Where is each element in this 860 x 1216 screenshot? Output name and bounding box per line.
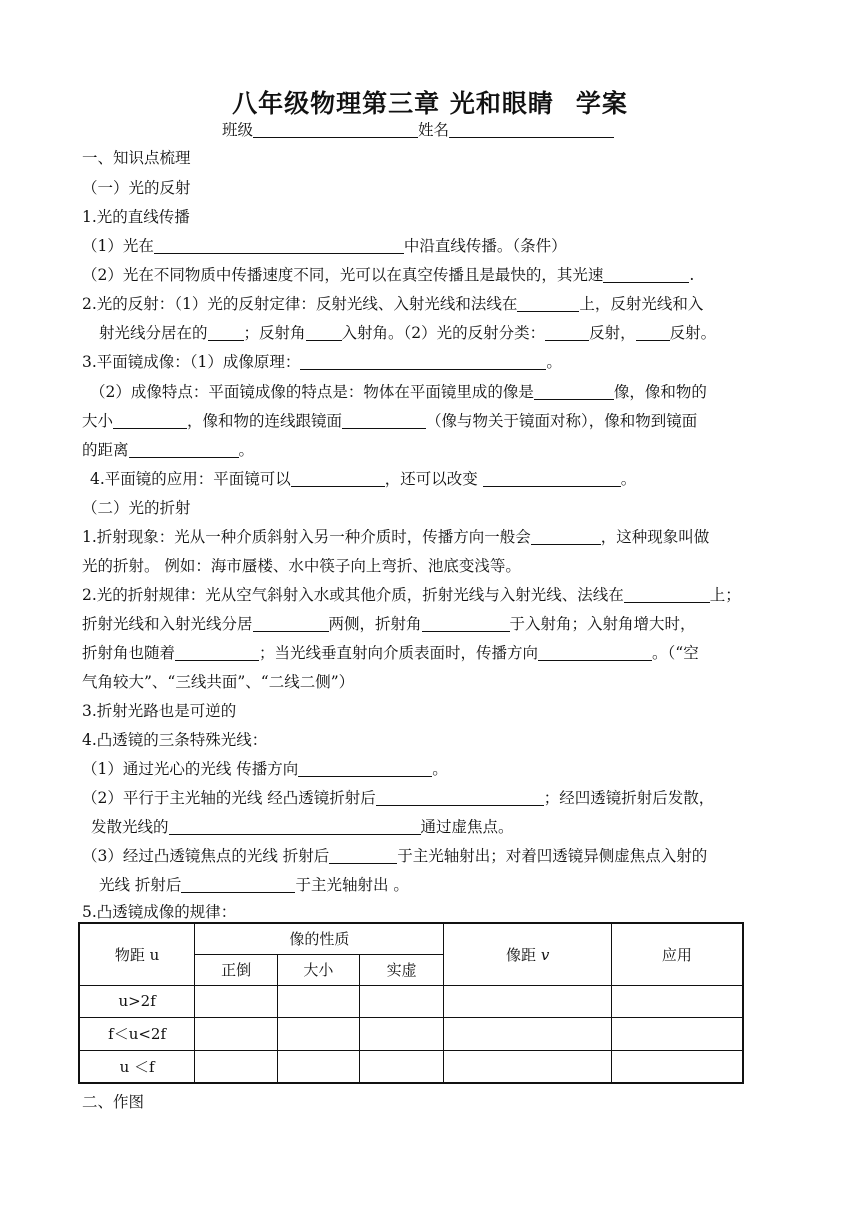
answer-blank[interactable] [181, 874, 295, 893]
row-condition: u>2f [79, 985, 195, 1017]
item-3-line-2 [90, 380, 707, 404]
text: 反射， [589, 324, 636, 342]
table-cell[interactable] [359, 1017, 444, 1050]
answer-blank[interactable] [545, 322, 589, 341]
header-real-virtual: 实虚 [359, 954, 444, 985]
text: ；反射角 [243, 324, 306, 342]
answer-blank[interactable] [306, 322, 342, 341]
text: 中沿直线传播。（条件） [403, 237, 567, 255]
lens-imaging-table [78, 922, 744, 1084]
image-distance-var: v [540, 945, 550, 964]
answer-blank[interactable] [531, 526, 601, 545]
subsection-reflection: （一）光的反射 [82, 179, 191, 197]
text: 。（“空 [652, 644, 699, 662]
table-cell[interactable] [444, 1050, 611, 1083]
table-cell[interactable] [444, 985, 611, 1017]
text: （2）光在不同物质中传播速度不同，光可以在真空传播且是最快的，其光速 [82, 266, 604, 284]
table-cell[interactable] [444, 1017, 611, 1050]
table-cell[interactable] [611, 1017, 743, 1050]
refraction-item-2-line-2 [82, 612, 696, 636]
answer-blank[interactable] [538, 642, 652, 661]
text: 入射角。（2）光的反射分类： [341, 324, 546, 342]
text: 1.折射现象：光从一种介质斜射入另一种介质时，传播方向一般会 [82, 528, 531, 546]
header-image-distance [444, 923, 611, 985]
title-suffix: 学案 [575, 89, 628, 118]
image-distance-label: 像距 [506, 945, 537, 964]
text: ；经凹透镜折射后发散， [543, 789, 715, 807]
answer-blank[interactable] [483, 468, 621, 487]
text: 上，反射光线和入 [579, 295, 704, 313]
refraction-item-3: 3.折射光路也是可逆的 [82, 702, 237, 720]
item-3-line-1 [82, 350, 562, 374]
text: （3）经过凸透镜焦点的光线 折射后 [82, 847, 330, 865]
table-cell[interactable] [359, 985, 444, 1017]
text: 上； [709, 586, 741, 604]
table-cell[interactable] [359, 1050, 444, 1083]
answer-blank[interactable] [169, 816, 421, 835]
text: 4.平面镜的应用：平面镜可以 [90, 470, 291, 488]
name-label: 姓名 [418, 121, 450, 139]
refraction-item-2-line-3 [82, 641, 699, 665]
table-cell[interactable] [277, 1050, 359, 1083]
text: ，像和物的连线跟镜面 [187, 412, 343, 430]
answer-blank[interactable] [603, 264, 689, 283]
item-3-line-4 [82, 438, 254, 462]
answer-blank[interactable] [422, 613, 510, 632]
text: 两侧，折射角 [328, 615, 422, 633]
section-2-heading: 二、作图 [82, 1093, 145, 1111]
table-header-row [79, 923, 743, 954]
text: 。 [546, 353, 562, 371]
item-1-heading: 1.光的直线传播 [82, 208, 190, 226]
table-row [79, 985, 743, 1017]
text: 。 [238, 441, 255, 459]
text: 光线 折射后 [99, 876, 182, 894]
lens-ray-2-line-1 [82, 786, 714, 810]
text: 大小 [82, 412, 114, 430]
answer-blank[interactable] [291, 468, 385, 487]
answer-blank[interactable] [636, 322, 670, 341]
title-text: 八年级物理第三章 光和眼睛 [232, 89, 554, 118]
lens-ray-3-line-2 [99, 873, 409, 897]
item-4 [90, 467, 636, 491]
row-condition: u ＜f [79, 1050, 195, 1083]
text: 于入射角；入射角增大时， [509, 615, 696, 633]
item-3-line-3 [82, 409, 697, 433]
table-row [79, 1050, 743, 1083]
table-cell[interactable] [195, 1017, 278, 1050]
text: （1）通过光心的光线 传播方向 [82, 760, 299, 778]
text: （2）平行于主光轴的光线 经凸透镜折射后 [82, 789, 376, 807]
answer-blank[interactable] [208, 322, 244, 341]
answer-blank[interactable] [517, 293, 579, 312]
text: 射光线分居在的 [99, 324, 208, 342]
class-blank[interactable] [253, 119, 418, 138]
answer-blank[interactable] [175, 642, 259, 661]
refraction-item-2-line-4: 气角较大”、“三线共面”、“二线二侧”） [82, 673, 355, 691]
class-label: 班级 [222, 121, 254, 139]
class-name-line [222, 118, 614, 142]
text: 反射。 [669, 324, 717, 342]
item-2-line-2 [99, 321, 716, 345]
item-2-line-1 [82, 292, 703, 316]
lens-ray-3-line-1 [82, 844, 707, 868]
text: 折射光线和入射光线分居 [82, 615, 253, 633]
text: 。 [432, 760, 448, 778]
text: 发散光线的 [91, 818, 169, 836]
answer-blank[interactable] [342, 410, 426, 429]
answer-blank[interactable] [113, 410, 187, 429]
text: 的距离 [82, 441, 129, 459]
refraction-item-2-line-1 [82, 583, 741, 607]
text: 2.光的反射：（1）光的反射定律：反射光线、入射光线和法线在 [82, 295, 518, 313]
text: 3.平面镜成像：（1）成像原理： [82, 353, 301, 371]
text: ，这种现象叫做 [600, 528, 710, 546]
answer-blank[interactable] [300, 351, 546, 370]
text: . [689, 266, 695, 284]
table-cell[interactable] [277, 985, 359, 1017]
refraction-item-1-line-2: 光的折射。 例如：海市蜃楼、水中筷子向上弯折、池底变浅等。 [82, 557, 521, 575]
section-1-heading: 一、知识点梳理 [82, 149, 191, 167]
answer-blank[interactable] [253, 613, 329, 632]
header-application: 应用 [611, 923, 743, 985]
page-title [0, 84, 860, 120]
lens-ray-2-line-2 [91, 815, 514, 839]
text: 于主光轴射出 。 [295, 876, 409, 894]
refraction-item-1-line-1 [82, 525, 709, 549]
text: 通过虚焦点。 [420, 818, 514, 836]
table-cell[interactable] [195, 1050, 278, 1083]
name-blank[interactable] [449, 119, 614, 138]
refraction-item-4-heading: 4.凸透镜的三条特殊光线： [82, 731, 268, 749]
header-size: 大小 [277, 954, 359, 985]
answer-blank[interactable] [329, 845, 397, 864]
table-row [79, 1017, 743, 1050]
item-1-1 [82, 234, 567, 258]
text: 2.光的折射规律：光从空气斜射入水或其他介质，折射光线与入射光线、法线在 [82, 586, 624, 604]
table-cell[interactable] [611, 985, 743, 1017]
answer-blank[interactable] [154, 235, 404, 254]
table-cell[interactable] [195, 985, 278, 1017]
text: （2）成像特点：平面镜成像的特点是：物体在平面镜里成的像是 [90, 383, 534, 401]
text: 折射角也随着 [82, 644, 176, 662]
text: 于主光轴射出；对着凹透镜异侧虚焦点入射的 [397, 847, 708, 865]
text: （1）光在 [82, 237, 154, 255]
text: 像，像和物的 [613, 383, 707, 401]
header-image-nature: 像的性质 [195, 923, 444, 954]
answer-blank[interactable] [129, 439, 239, 458]
table-cell[interactable] [611, 1050, 743, 1083]
item-1-2 [82, 263, 694, 287]
text: 。 [620, 470, 637, 488]
text: ，还可以改变 [384, 470, 478, 488]
lens-ray-1 [82, 757, 448, 781]
answer-blank[interactable] [624, 584, 710, 603]
refraction-item-5-heading: 5.凸透镜成像的规律： [82, 903, 237, 921]
header-upright: 正倒 [195, 954, 278, 985]
row-condition: f＜u<2f [79, 1017, 195, 1050]
answer-blank[interactable] [534, 381, 614, 400]
answer-blank[interactable] [376, 787, 544, 806]
text: （像与物关于镜面对称），像和物到镜面 [426, 412, 698, 430]
table-cell[interactable] [277, 1017, 359, 1050]
text: ；当光线垂直射向介质表面时，传播方向 [259, 644, 539, 662]
subsection-refraction: （二）光的折射 [82, 499, 191, 517]
header-object-distance: 物距 u [79, 923, 195, 985]
answer-blank[interactable] [298, 758, 432, 777]
